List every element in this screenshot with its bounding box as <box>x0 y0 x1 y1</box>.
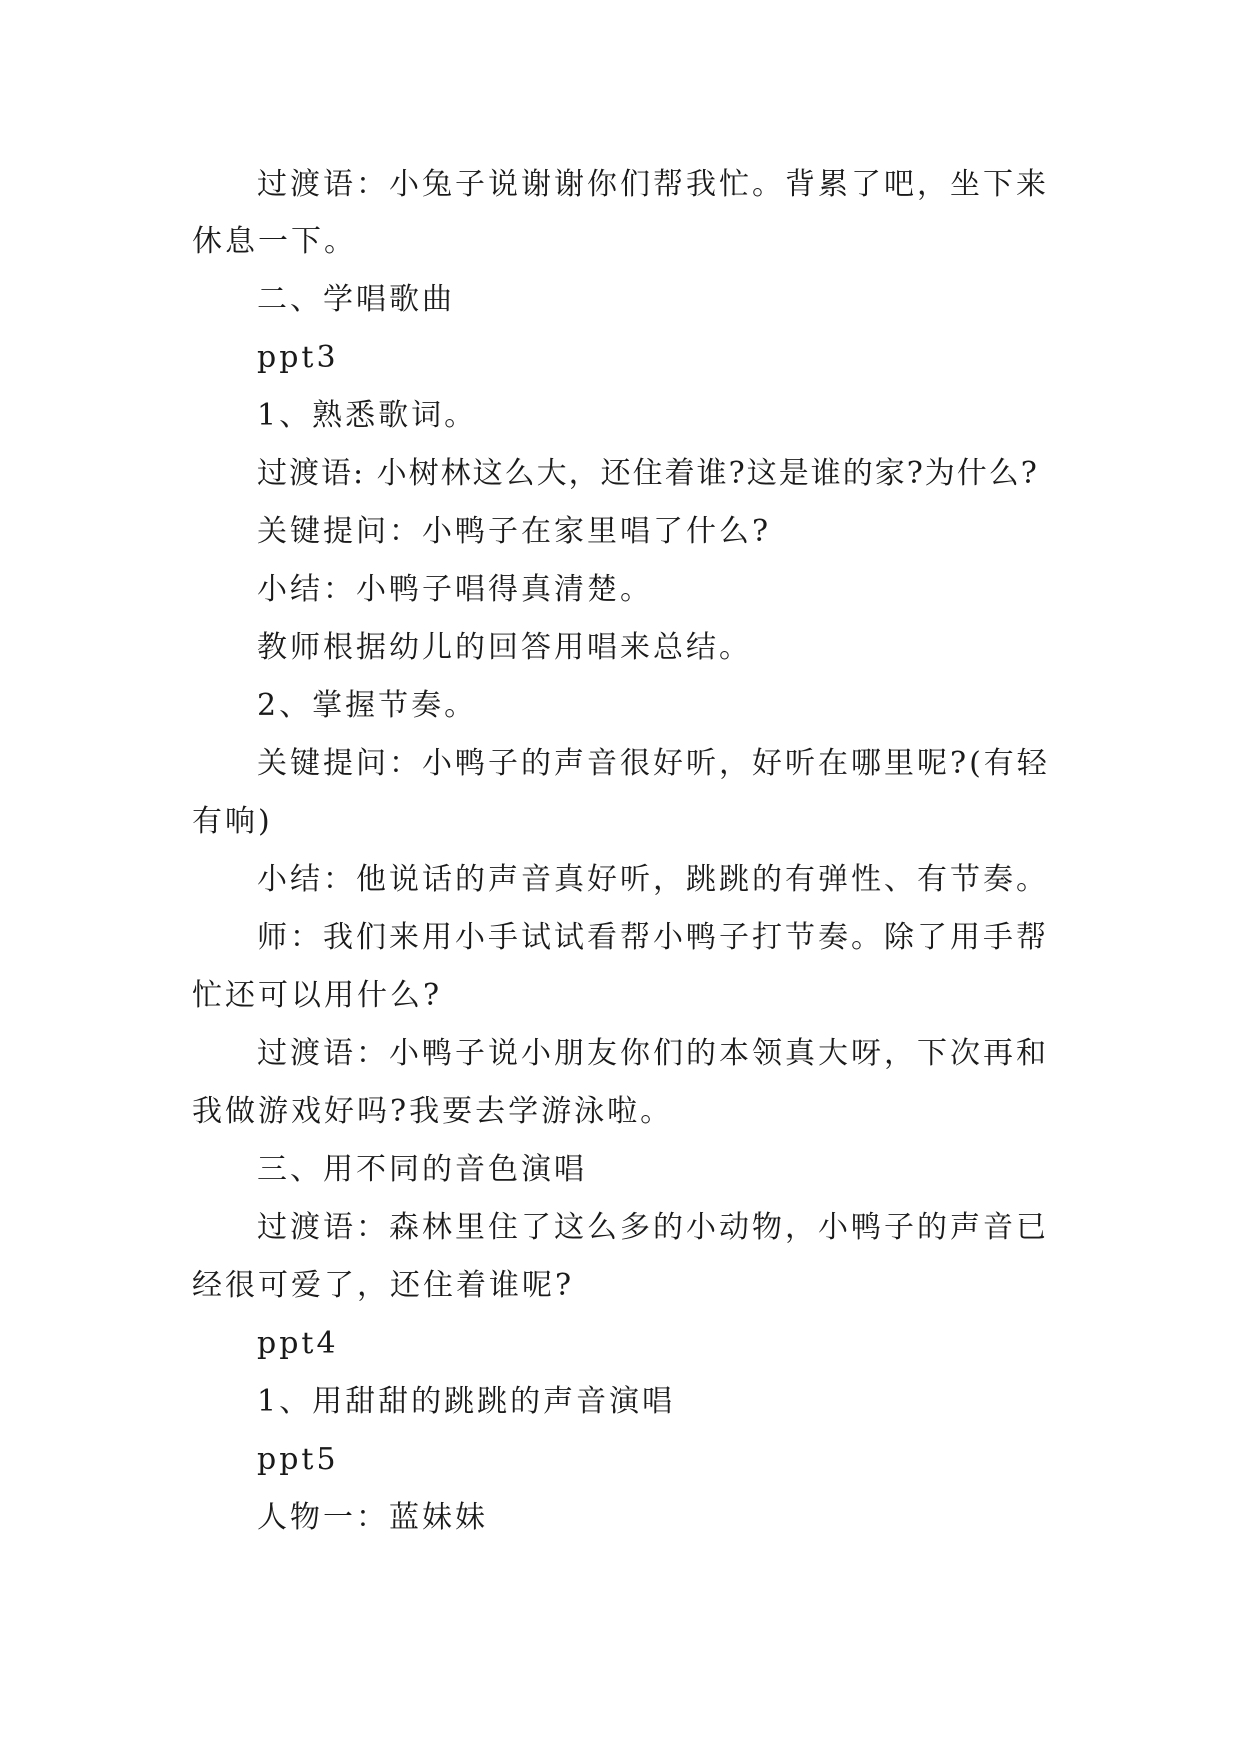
subsection-heading: 1、熟悉歌词。 <box>257 398 478 433</box>
paragraph-line: 忙还可以用什么? <box>192 978 443 1013</box>
paragraph-line: 有响) <box>192 804 273 839</box>
paragraph-line: 我做游戏好吗?我要去学游泳啦。 <box>192 1094 674 1129</box>
paragraph-line: 关键提问：小鸭子的声音很好听，好听在哪里呢?(有轻 <box>257 746 1050 781</box>
paragraph-line: 人物一：蓝妹妹 <box>257 1500 488 1535</box>
paragraph-line: 过渡语: 小树林这么大，还住着谁?这是谁的家?为什么? <box>257 456 1039 491</box>
paragraph-line: 教师根据幼儿的回答用唱来总结。 <box>257 630 752 665</box>
paragraph-line: 休息一下。 <box>192 224 357 259</box>
paragraph-line: 过渡语：小兔子说谢谢你们帮我忙。背累了吧，坐下来 <box>257 167 1049 202</box>
section-heading: 二、学唱歌曲 <box>257 282 455 317</box>
paragraph-line: 师：我们来用小手试试看帮小鸭子打节奏。除了用手帮 <box>257 920 1049 955</box>
subsection-heading: 2、掌握节奏。 <box>257 688 478 723</box>
subsection-heading: 1、用甜甜的跳跳的声音演唱 <box>257 1384 676 1419</box>
paragraph-line: ppt4 <box>257 1326 339 1361</box>
paragraph-line: ppt5 <box>257 1442 339 1477</box>
paragraph-line: ppt3 <box>257 340 339 375</box>
paragraph-line: 经很可爱了，还住着谁呢? <box>192 1268 575 1303</box>
paragraph-line: 小结：他说话的声音真好听，跳跳的有弹性、有节奏。 <box>257 862 1049 897</box>
section-heading: 三、用不同的音色演唱 <box>257 1152 587 1187</box>
paragraph-line: 小结：小鸭子唱得真清楚。 <box>257 572 653 607</box>
paragraph-line: 过渡语：小鸭子说小朋友你们的本领真大呀，下次再和 <box>257 1036 1049 1071</box>
paragraph-line: 关键提问：小鸭子在家里唱了什么? <box>257 514 772 549</box>
paragraph-line: 过渡语：森林里住了这么多的小动物，小鸭子的声音已 <box>257 1210 1049 1245</box>
